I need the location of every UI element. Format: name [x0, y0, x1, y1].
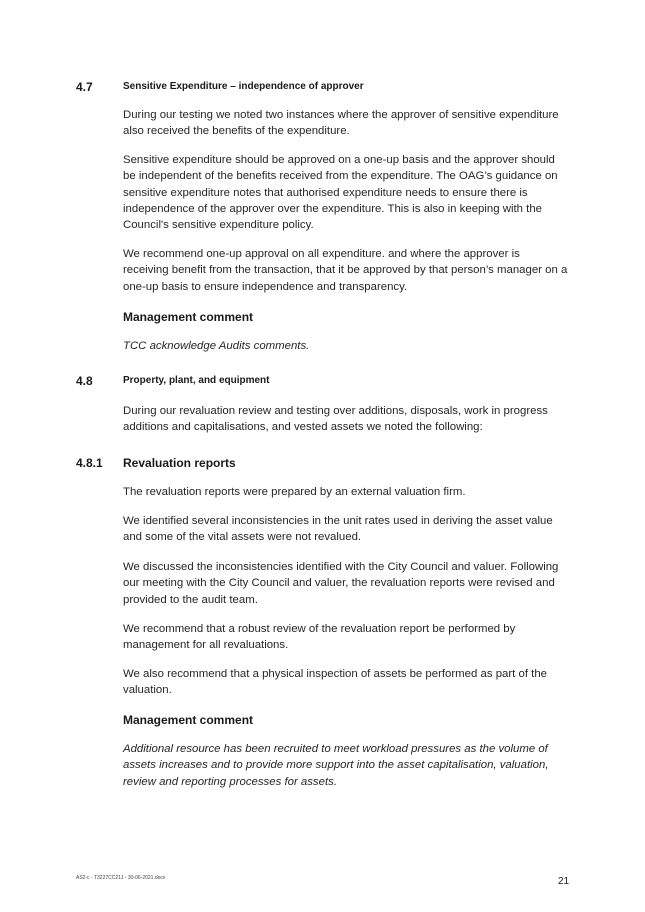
section-title: Sensitive Expenditure – independence of approver — [123, 81, 364, 92]
management-comment: TCC acknowledge Audits comments. — [123, 340, 310, 352]
section-number: 4.8 — [76, 374, 93, 388]
paragraph: We discussed the inconsistencies identified with the City Council and valuer. Following our meeting with the City Council and valuer, the revaluation reports were revised and provided to the audit team. — [123, 561, 559, 606]
management-comment: Additional resource has been recruited to meet workload pressures as the volume of assets increases and to provide more support into the asset capitalisation, valuation, review and reporting processes for assets. — [123, 743, 549, 788]
subsection-number: 4.8.1 — [76, 456, 103, 470]
section-number: 4.7 — [76, 80, 93, 94]
paragraph: During our revaluation review and testing over additions, disposals, work in progress additions and capitalisations, and vested assets we noted the following: — [123, 405, 548, 434]
subsection-title: Revaluation reports — [123, 456, 236, 470]
footer-document-reference: AS2-c - T3227CC21J - 30-06-2021.docx — [76, 875, 166, 881]
management-comment-heading: Management comment — [123, 310, 254, 324]
paragraph: The revaluation reports were prepared by an external valuation firm. — [123, 486, 466, 498]
paragraph: Sensitive expenditure should be approved on a one-up basis and the approver should be independent of the benefits received from the expenditure. The OAG’s guidance on sensitive expenditure notes that authorised expenditure needs to ensure there is independence of the approver over the expenditure. This is also in keeping with the Council's sensitive expenditure policy. — [123, 154, 558, 232]
section-title: Property, plant, and equipment — [123, 375, 270, 386]
management-comment-heading: Management comment — [123, 713, 254, 727]
paragraph: We recommend one-up approval on all expenditure. and where the approver is receiving benefit from the transaction, that it be approved by that person’s manager on a one-up basis to ensure independence and transparency. — [123, 248, 568, 293]
paragraph: We also recommend that a physical inspection of assets be performed as part of the valuation. — [123, 668, 547, 697]
page-number: 21 — [558, 876, 570, 887]
paragraph: We recommend that a robust review of the revaluation report be performed by management for all revaluations. — [123, 623, 516, 652]
paragraph: During our testing we noted two instances where the approver of sensitive expenditure also received the benefits of the expenditure. — [123, 109, 559, 138]
paragraph: We identified several inconsistencies in the unit rates used in deriving the asset value and some of the vital assets were not revalued. — [123, 515, 553, 544]
